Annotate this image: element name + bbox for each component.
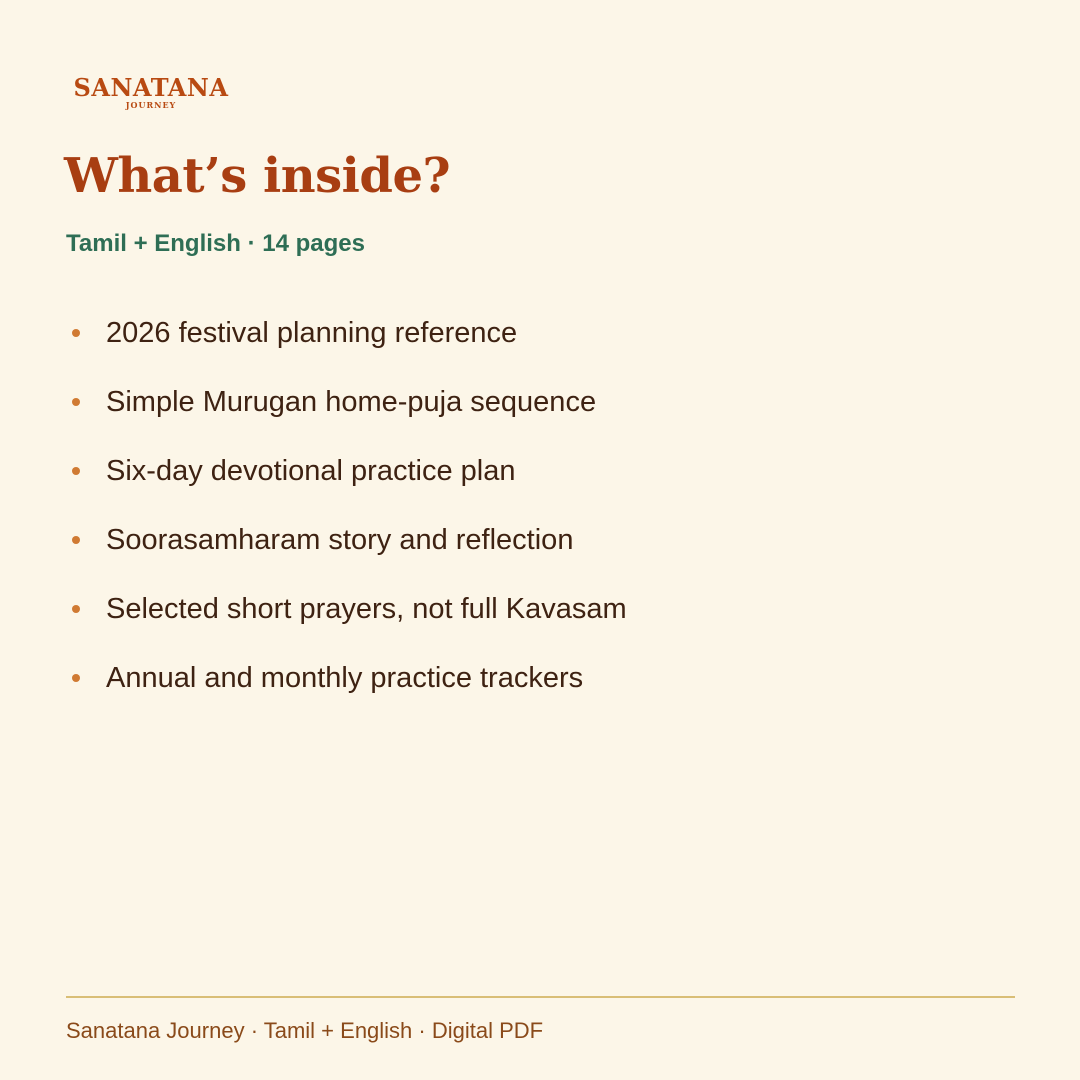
page-subtitle: Tamil + English · 14 pages	[66, 230, 365, 257]
bullet-icon	[72, 605, 80, 613]
footer-text: Sanatana Journey · Tamil + English · Digital PDF	[66, 1018, 544, 1043]
feature-text: Selected short prayers, not full Kavasam	[106, 593, 627, 625]
logo-tagline: JOURNEY	[125, 100, 177, 110]
bullet-icon	[72, 536, 80, 544]
page-title: What’s inside?	[64, 148, 451, 204]
bullet-icon	[72, 398, 80, 406]
brand-logo	[66, 74, 236, 110]
feature-text: Simple Murugan home-puja sequence	[106, 386, 597, 418]
feature-text: 2026 festival planning reference	[106, 317, 518, 349]
logo-wordmark: SANATANA	[73, 73, 229, 102]
bullet-icon	[72, 329, 80, 337]
feature-text: Soorasamharam story and reflection	[106, 524, 574, 556]
feature-text: Annual and monthly practice trackers	[106, 662, 584, 694]
bullet-icon	[72, 467, 80, 475]
feature-text: Six-day devotional practice plan	[106, 455, 516, 487]
bullet-icon	[72, 674, 80, 682]
footer-divider	[66, 996, 1015, 998]
